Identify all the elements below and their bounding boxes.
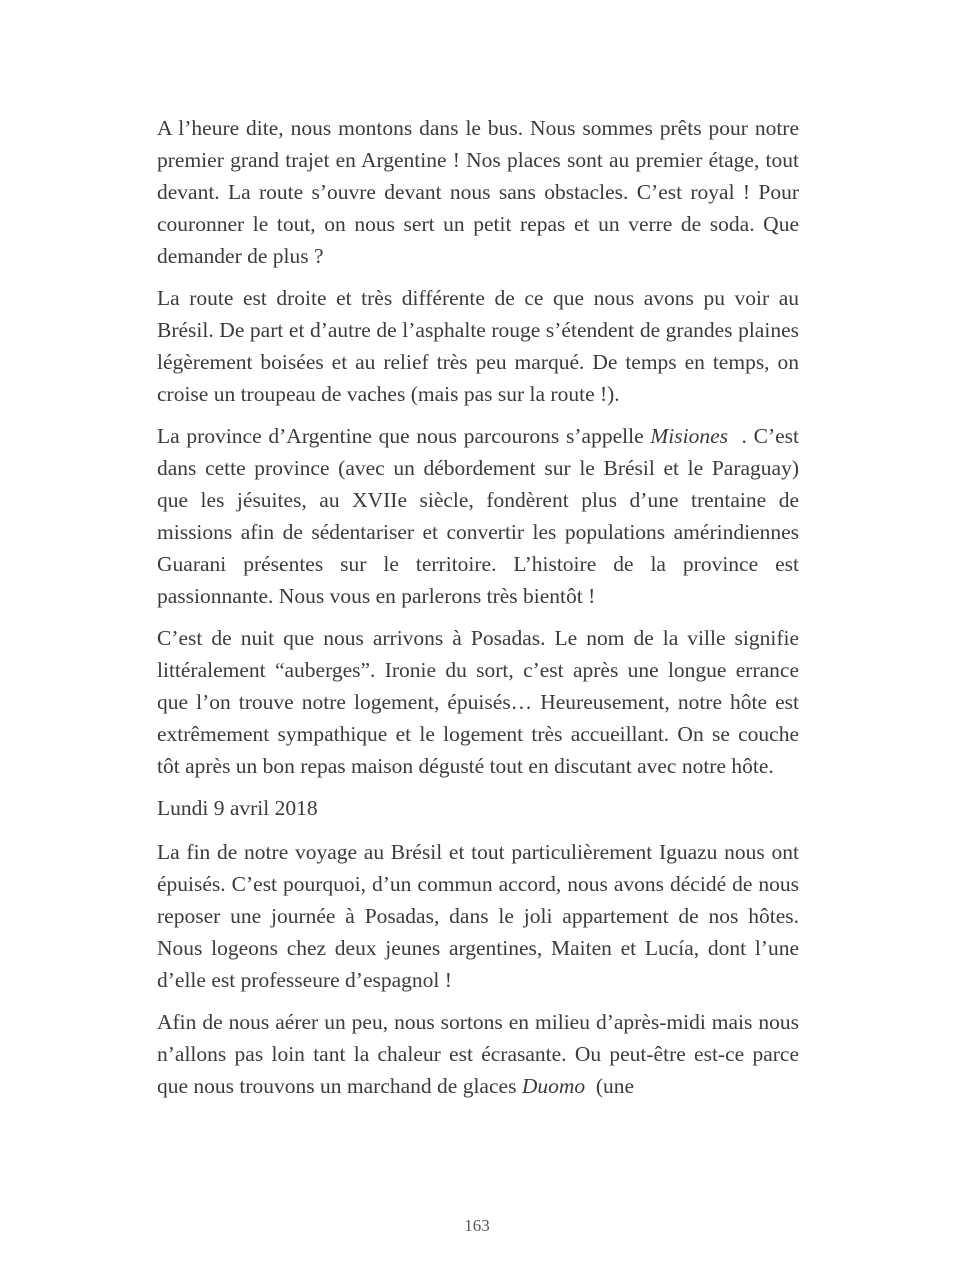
paragraph-afternoon-pre: Afin de nous aérer un peu, nous sortons en milieu d’après-midi mais nous n’allons pas loin tant la chaleur est écrasante. Ou peut-être est-ce parce que nous trouvons un marchand de glaces <box>157 1010 799 1098</box>
paragraph-misiones <box>157 420 799 612</box>
paragraph-bus: A l’heure dite, nous montons dans le bus. Nous sommes prêts pour notre premier grand trajet en Argentine ! Nos places sont au premier étage, tout devant. La route s’ouvre devant nous sans obstacles. C’est royal ! Pour couronner le tout, on nous sert un petit repas et un verre de soda. Que demander de plus ? <box>157 116 799 268</box>
paragraph-misiones-post: . C’est dans cette province (avec un débordement sur le Brésil et le Paraguay) que les jésuites, au XVIIe siècle, fondèrent plus d’une trentaine de missions afin de sédentariser et convertir les populations amérindiennes Guarani présentes sur le territoire. L’histoire de la province est passionnante. Nous vous en parlerons très bientôt ! <box>157 424 800 608</box>
paragraph-afternoon-post: (une <box>585 1074 635 1098</box>
date-heading: Lundi 9 avril 2018 <box>157 796 318 820</box>
paragraph-rest-day: La fin de notre voyage au Brésil et tout particulièrement Iguazu nous ont épuisés. C’est pourquoi, d’un commun accord, nous avons décidé de nous reposer une journée à Posadas, dans le joli appartement de nos hôtes. Nous logeons chez deux jeunes argentines, Maiten et Lucía, dont l’une d’elle est professeure d’espagnol ! <box>157 840 799 992</box>
paragraph-posadas-arrival: C’est de nuit que nous arrivons à Posadas. Le nom de la ville signifie littéralement “auberges”. Ironie du sort, c’est après une longue errance que l’on trouve notre logement, épuisés… Heureusement, notre hôte est extrêmement sympathique et le logement très accueillant. On se couche tôt après un bon repas maison dégusté tout en discutant avec notre hôte. <box>157 626 799 778</box>
paragraph-route: La route est droite et très différente de ce que nous avons pu voir au Brésil. De part et d’autre de l’asphalte rouge s’étendent de grandes plaines légèrement boisées et au relief très peu marqué. De temps en temps, on croise un troupeau de vaches (mais pas sur la route !). <box>157 286 799 406</box>
page-number: 163 <box>464 1216 490 1235</box>
text-block <box>157 112 799 1112</box>
paragraph-misiones-pre: La province d’Argentine que nous parcourons s’appelle <box>157 424 651 448</box>
duomo-italic-text: Duomo <box>521 1074 586 1098</box>
misiones-italic-text: Misiones <box>650 424 729 448</box>
paragraph-afternoon <box>157 1006 799 1102</box>
